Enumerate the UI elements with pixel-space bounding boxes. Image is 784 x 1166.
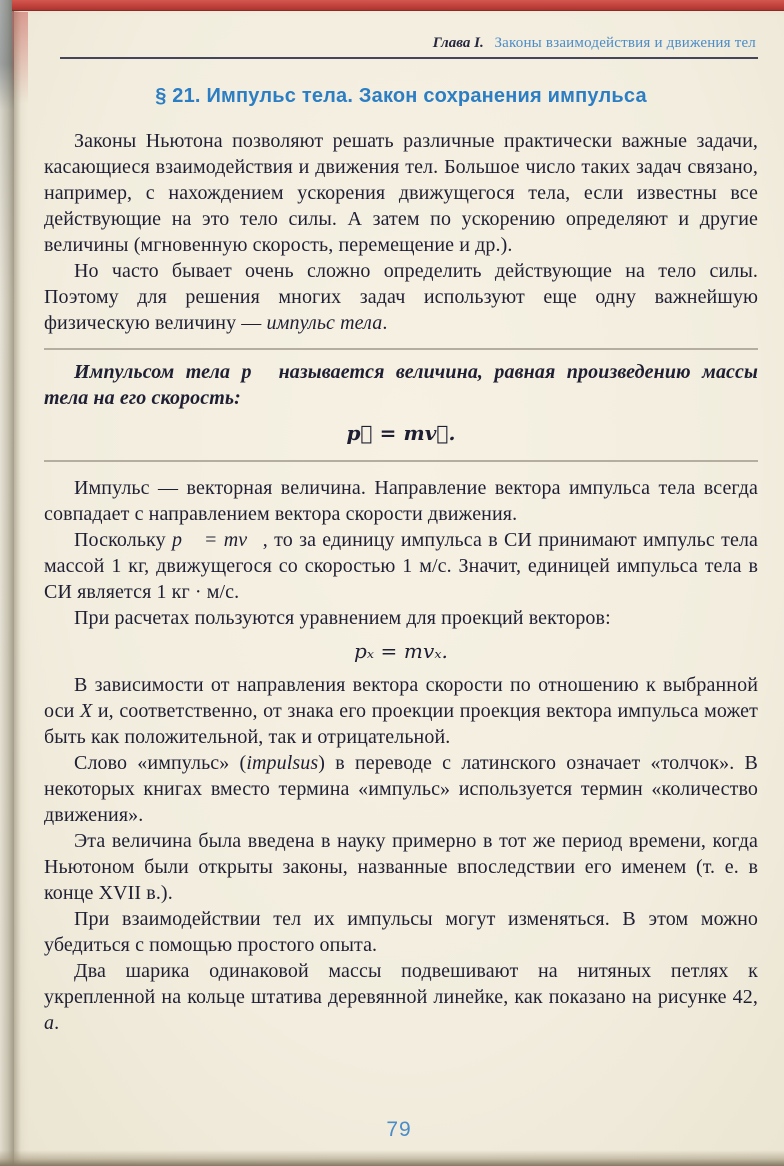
text-segment: Слово «импульс» ( <box>74 752 247 774</box>
text-segment: p⃗ = mv⃗ <box>171 529 263 551</box>
text-segment: impulsus <box>246 752 319 774</box>
page-content <box>14 11 784 1166</box>
page-body <box>44 128 758 1036</box>
text-segment: Два шарика одинаковой массы подвешивают на нитяных петлях к укрепленной на кольце штатива деревянной линейке, как показано на рисунке 42, <box>44 960 758 1008</box>
text-segment: Импульс — векторная величина. Направление вектора импульса тела всегда совпадает с направлением вектора скорости движения. <box>44 477 758 525</box>
text-segment: Импульсом тела p⃗ называется величина, равная произведению массы тела на его скорость: <box>44 361 758 409</box>
definition-block <box>44 348 758 462</box>
text-segment: В зависимости от направления вектора скорости по отношению к выбранной оси <box>44 674 758 722</box>
text-segment: импульс тела <box>266 312 383 334</box>
paragraph <box>44 605 758 631</box>
running-header <box>44 35 758 52</box>
section-title: § 21. Импульс тела. Закон сохранения импульса <box>155 85 647 107</box>
definition-text <box>44 359 758 411</box>
paragraph <box>44 828 758 906</box>
book-left-edge <box>0 0 14 1166</box>
text-segment: При взаимодействии тел их импульсы могут изменяться. В этом можно убедиться с помощью простого опыта. <box>44 908 758 956</box>
paragraph <box>44 750 758 828</box>
text-segment: Эта величина была введена в науку примерно в тот же период времени, когда Ньютоном были открыты законы, названные впоследствии его именем (т. е. в конце XVII в.). <box>44 830 758 904</box>
paragraph <box>44 128 758 258</box>
book-bottom-edge <box>0 1150 784 1166</box>
paragraph <box>44 958 758 1036</box>
paragraph <box>44 475 758 527</box>
text-segment: Поскольку <box>74 529 172 551</box>
text-segment: Но часто бывает очень сложно определить действующие на тело силы. Поэтому для решения многих задач используют еще одну важнейшую физическую величину — <box>44 260 758 334</box>
chapter-title: Законы взаимодействия и движения тел <box>494 35 756 51</box>
header-rule <box>60 57 758 59</box>
text-segment: , то за единицу импульса в СИ принимают импульс тела массой 1 кг, движущегося со скоростью 1 м/с. Значит, единицей импульса тела в СИ является 1 кг · м/с. <box>44 529 758 603</box>
text-segment: а <box>44 1012 55 1034</box>
text-segment: ) в переводе с латинского означает «толчок». В некоторых книгах вместо термина «импульс» используется термин «количество движения». <box>44 752 758 826</box>
text-segment: и, соответственно, от знака его проекции проекция вектора импульса может быть как положительной, так и отрицательной. <box>44 700 758 748</box>
paragraph <box>44 527 758 605</box>
paragraph <box>44 672 758 750</box>
page-number: 79 <box>386 1118 412 1141</box>
paragraph <box>44 906 758 958</box>
text-segment: . <box>382 312 388 334</box>
text-segment: X <box>79 700 93 722</box>
text-segment: Законы Ньютона позволяют решать различные практически важные задачи, касающиеся взаимодействия и движения тел. Большое число таких задач связано, например, с нахождением ускорения движущегося тела, если известны все действующие на это тело силы. А затем по ускорению определяют и другие величины (мгновенную скорость, перемещение и др.). <box>44 130 758 256</box>
text-segment: При расчетах пользуются уравнением для проекций векторов: <box>74 607 611 629</box>
text-segment: . <box>54 1012 60 1034</box>
chapter-label: Глава I. <box>432 35 484 51</box>
projection-formula: pₓ = mvₓ. <box>354 639 448 663</box>
paragraph <box>44 258 758 336</box>
book-top-edge <box>12 0 784 11</box>
momentum-formula: p⃗ = mv⃗. <box>346 421 456 445</box>
